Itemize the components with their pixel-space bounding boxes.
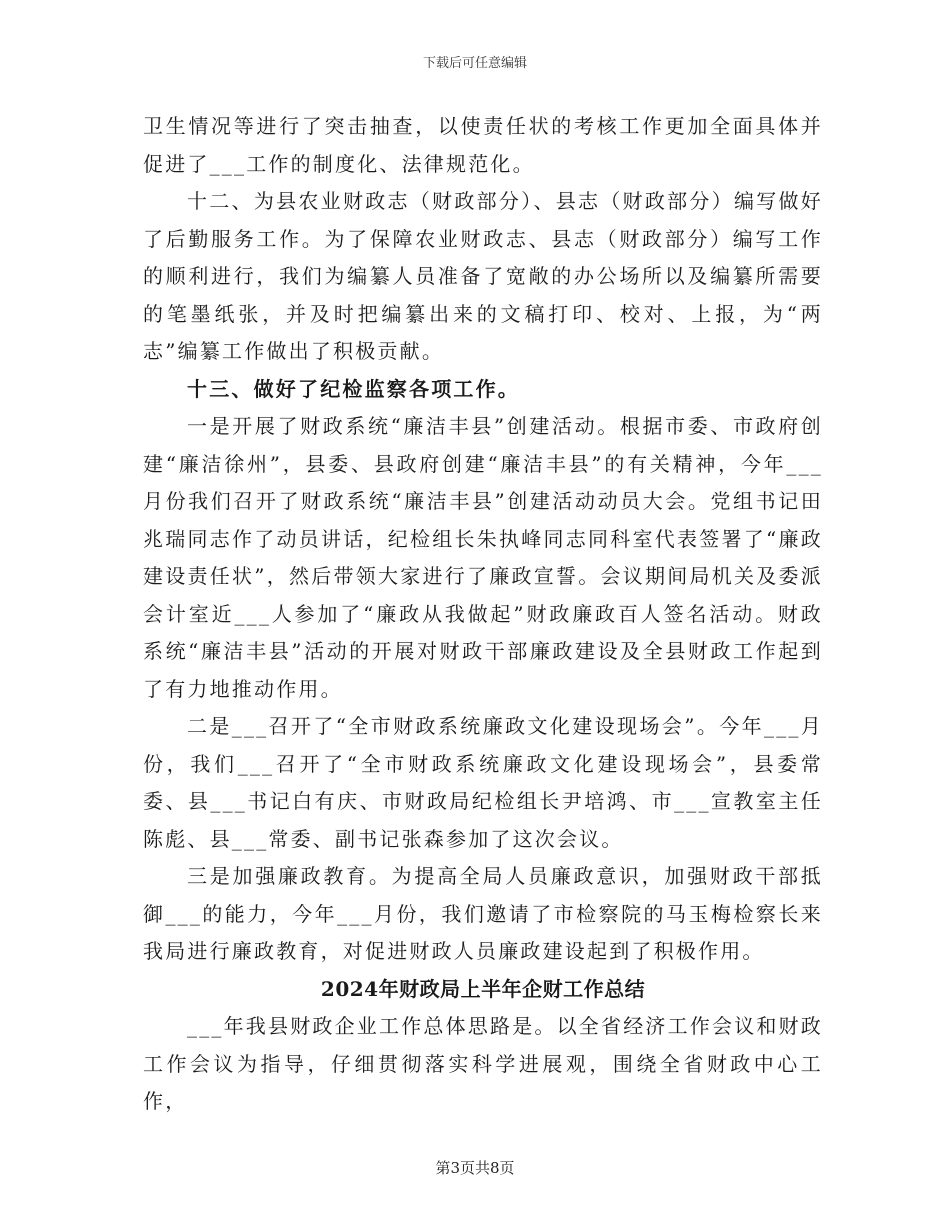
- paragraph-third-point: 三是加强廉政教育。为提高全局人员廉政意识，加强财政干部抵御___的能力，今年___月份，我们邀请了市检察院的马玉梅检察长来我局进行廉政教育，对促进财政人员廉政建设起到了积极作用。: [143, 864, 823, 963]
- paragraph-continuation: 卫生情况等进行了突击抽查，以使责任状的考核工作更加全面具体并促进了___工作的制度化、法律规范化。: [143, 114, 823, 176]
- document-body: [143, 108, 823, 1121]
- paragraph-second-point: 二是___召开了“全市财政系统廉政文化建设现场会”。今年___月份，我们___召开了“全市财政系统廉政文化建设现场会”，县委常委、县___书记白有庆、市财政局纪检组长尹培鸿、市___宣教室主任陈彪、县___常委、副书记张森参加了这次会议。: [143, 714, 823, 851]
- page-number: 第3页共8页: [435, 1159, 515, 1177]
- paragraph-item-13-heading: 十三、做好了纪检监察各项工作。: [187, 376, 520, 401]
- paragraph-first-point: 一是开展了财政系统“廉洁丰县”创建活动。根据市委、市政府创建“廉洁徐州”，县委、县政府创建“廉洁丰县”的有关精神，今年___月份我们召开了财政系统“廉洁丰县”创建活动动员大会。党组书记田兆瑞同志作了动员讲话，纪检组长朱执峰同志同科室代表签署了“廉政建设责任状”，然后带领大家进行了廉政宣誓。会议期间局机关及委派会计室近___人参加了“廉政从我做起”财政廉政百人签名活动。财政系统“廉洁丰县”活动的开展对财政干部廉政建设及全县财政工作起到了有力地推动作用。: [143, 414, 823, 701]
- page-header: 下载后可任意编辑: [422, 56, 527, 71]
- paragraph-item-12: 十二、为县农业财政志（财政部分）、县志（财政部分）编写做好了后勤服务工作。为了保障农业财政志、县志（财政部分）编写工作的顺利进行，我们为编纂人员准备了宽敞的办公场所以及编纂所需要的笔墨纸张，并及时把编纂出来的文稿打印、校对、上报，为“两志”编纂工作做出了积极贡献。: [143, 189, 823, 363]
- section-title: 2024年财政局上半年企财工作总结: [320, 976, 646, 1001]
- paragraph-summary-intro: ___年我县财政企业工作总体思路是。以全省经济工作会议和财政工作会议为指导，仔细贯彻落实科学进展观，围绕全省财政中心工作，: [143, 1014, 823, 1113]
